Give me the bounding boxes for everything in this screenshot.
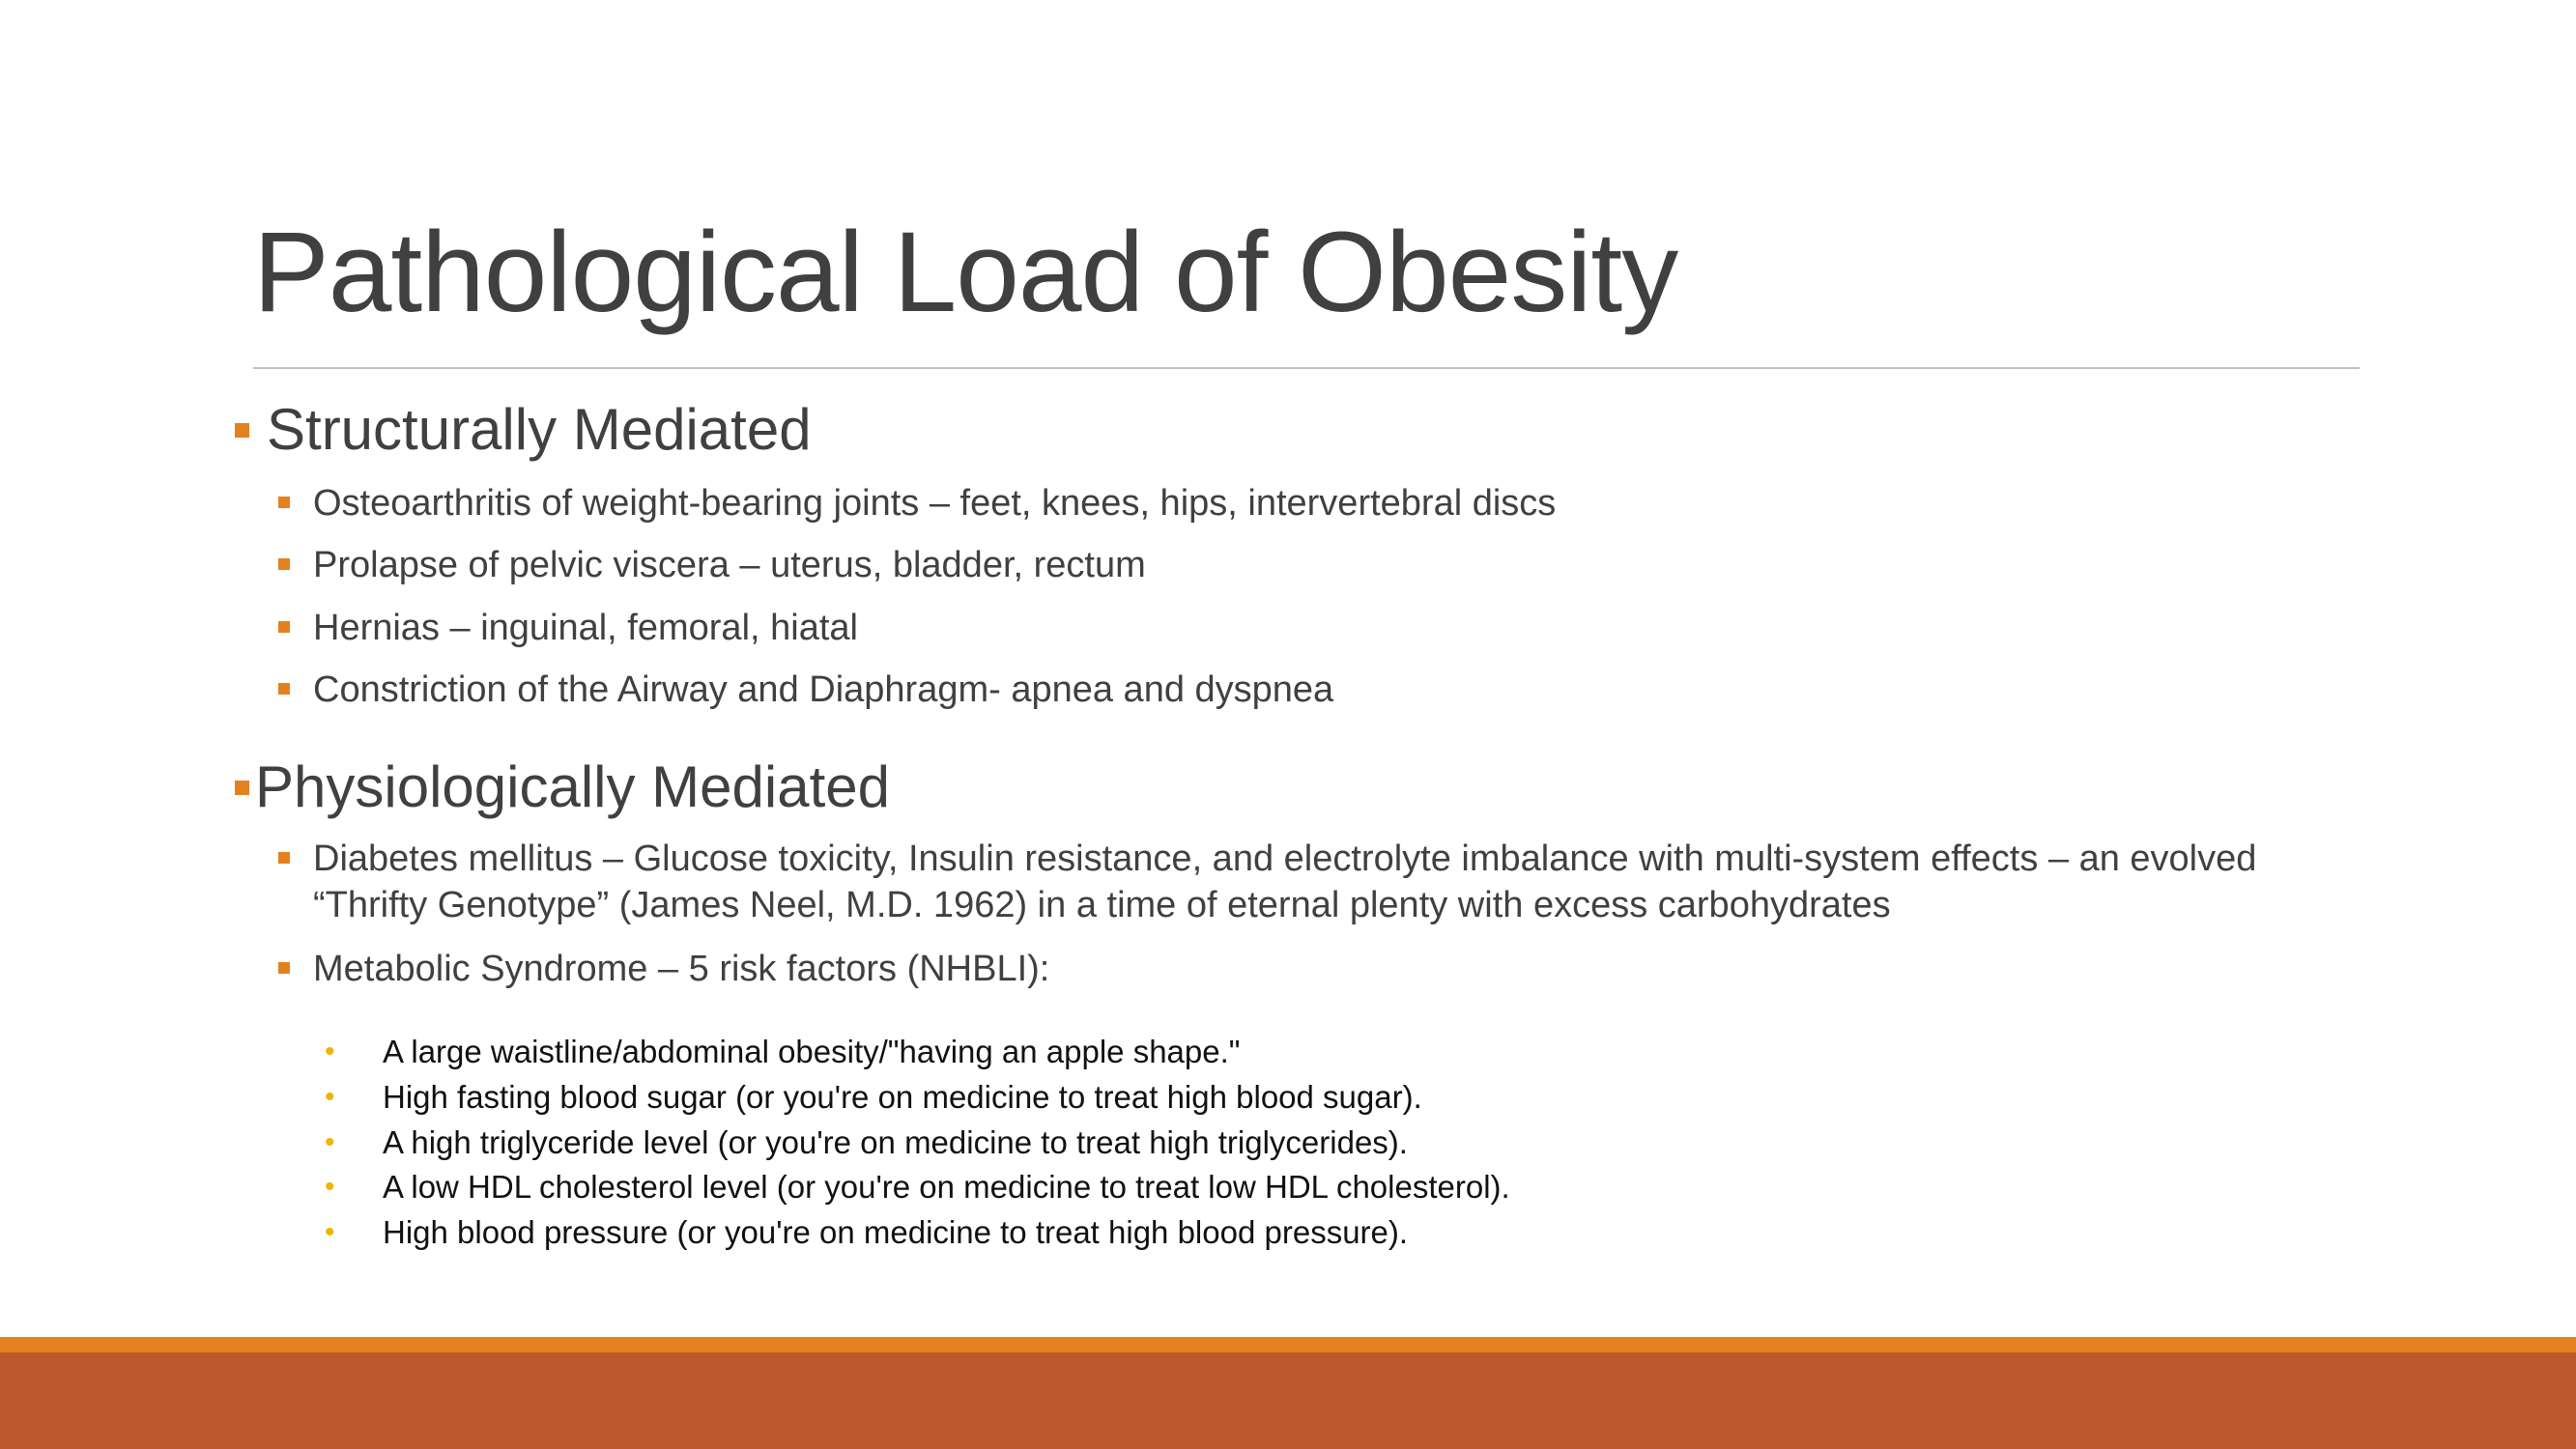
- section-heading-structural: [235, 398, 812, 462]
- risk-factor-text: A high triglyceride level (or you're on medicine to treat high triglycerides).: [383, 1124, 1408, 1160]
- slide-title: Pathological Load of Obesity: [253, 209, 1678, 336]
- section-heading-label: Physiologically Mediated: [255, 754, 891, 819]
- list-item: [278, 605, 2323, 651]
- section-heading-physiological: [235, 755, 890, 819]
- risk-factor-text: High fasting blood sugar (or you're on medicine to treat high blood sugar).: [383, 1079, 1422, 1115]
- risk-factor-item: [325, 1210, 1408, 1255]
- risk-factor-text: A large waistline/abdominal obesity/"having an apple shape.": [383, 1034, 1241, 1069]
- list-item-text: Diabetes mellitus – Glucose toxicity, Insulin resistance, and electrolyte imbalance with multi-system effects – an evolved “Thrifty Genotype” (James Neel, M.D. 1962) in a time of eternal plenty with excess carbohydrates: [313, 838, 2257, 925]
- footer-bar: [0, 1352, 2576, 1449]
- orange-square-bullet-icon: [235, 423, 249, 438]
- list-item: [278, 946, 2323, 992]
- risk-factor-text: High blood pressure (or you're on medicine to treat high blood pressure).: [383, 1214, 1409, 1250]
- list-item-text: Metabolic Syndrome – 5 risk factors (NHBLI):: [313, 949, 1050, 989]
- yellow-dot-bullet-icon: •: [325, 1126, 335, 1158]
- risk-factor-item: [325, 1121, 1408, 1165]
- risk-factor-item: [325, 1075, 1422, 1120]
- list-item-text: Osteoarthritis of weight-bearing joints – feet, knees, hips, intervertebral discs: [313, 483, 1557, 524]
- list-item-text: Hernias – inguinal, femoral, hiatal: [313, 608, 858, 648]
- list-item: [278, 836, 2323, 928]
- yellow-dot-bullet-icon: •: [325, 1216, 335, 1248]
- risk-factor-text: A low HDL cholesterol level (or you're on medicine to treat low HDL cholesterol).: [383, 1169, 1510, 1205]
- yellow-dot-bullet-icon: •: [325, 1171, 335, 1203]
- section-heading-label: Structurally Mediated: [267, 397, 812, 462]
- orange-square-bullet-icon: [278, 962, 290, 974]
- orange-square-bullet-icon: [278, 621, 290, 633]
- list-item-text: Constriction of the Airway and Diaphragm- apnea and dyspnea: [313, 669, 1334, 710]
- risk-factor-item: [325, 1030, 1241, 1074]
- orange-square-bullet-icon: [278, 558, 290, 570]
- list-item-text: Prolapse of pelvic viscera – uterus, bladder, rectum: [313, 545, 1146, 585]
- orange-square-bullet-icon: [278, 497, 290, 508]
- risk-factor-item: [325, 1165, 1510, 1209]
- list-item: [278, 667, 2323, 713]
- orange-square-bullet-icon: [278, 683, 290, 695]
- orange-square-bullet-icon: [278, 852, 290, 864]
- yellow-dot-bullet-icon: •: [325, 1081, 335, 1113]
- yellow-dot-bullet-icon: •: [325, 1036, 335, 1067]
- list-item: [278, 480, 2323, 526]
- orange-square-bullet-icon: [235, 781, 249, 795]
- list-item: [278, 542, 2323, 588]
- footer-accent-bar: [0, 1337, 2576, 1352]
